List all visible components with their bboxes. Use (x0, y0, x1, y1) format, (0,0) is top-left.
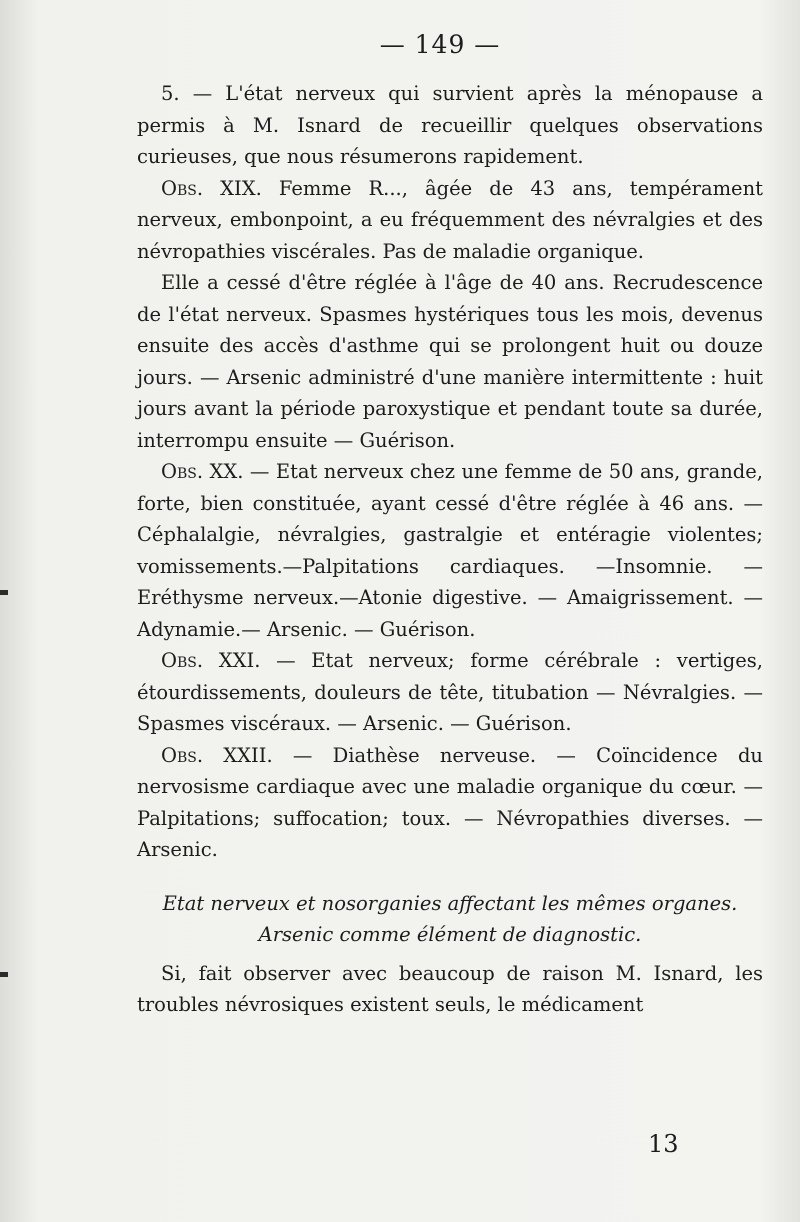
section-heading (137, 888, 763, 950)
paragraph-closing (137, 958, 763, 1021)
paragraph-text: 5. — L'état nerveux qui survient après la ménopause a permis à M. Isnard de recueillir quelques observations curieuses, que nous résumerons rapidement. (137, 82, 763, 168)
section-heading-line-1: Etat nerveux et nosorganies affectant les mêmes organes. (162, 891, 738, 915)
paragraph-obs-xix-continued (137, 267, 763, 456)
observation-label: Obs. XIX. (161, 176, 262, 200)
observation-label: Obs. XX. (161, 460, 244, 483)
paragraph-obs-xix (137, 173, 763, 268)
page-number: — 149 — (379, 30, 501, 59)
paragraph-menopause-intro (137, 78, 763, 173)
margin-tick-mark (0, 590, 8, 595)
page-body (137, 78, 763, 1021)
paragraph-text: — Etat nerveux; forme cérébrale : vertiges, étourdissements, douleurs de tête, titubation — Névralgies. — Spasmes viscéraux. — Arsenic. — Guérison. (137, 649, 763, 735)
paragraph-obs-xxi (137, 645, 763, 740)
paragraph-text: Femme R..., âgée de 43 ans, tempérament nerveux, embonpoint, a eu fréquemment des névralgies et des névropathies viscérales. Pas de maladie organique. (137, 176, 763, 263)
paragraph-obs-xx (137, 456, 763, 645)
observation-label: Obs. XXII. (161, 743, 273, 767)
paragraph-obs-xxii (137, 740, 763, 866)
margin-tick-mark (0, 972, 8, 977)
paragraph-text: — Diathèse nerveuse. — Coïncidence du nervosisme cardiaque avec une maladie organique du cœur. — Palpitations; suffocation; toux. — Névropathies diverses. — Arsenic. (137, 743, 763, 861)
paragraph-text: Si, fait observer avec beaucoup de raison M. Isnard, les troubles névrosiques existent seuls, le médicament (137, 961, 763, 1016)
paragraph-text: — Etat nerveux chez une femme de 50 ans, grande, forte, bien constituée, ayant cessé d'être réglée à 46 ans. — Céphalalgie, névralgies, gastralgie et entéragie violentes; vomissements.—Palpitations cardiaques. —Insomnie. —Eréthysme nerveux.—Atonie digestive. — Amaigrissement. — Adynamie.— Arsenic. — Guérison. (137, 460, 764, 641)
signature-mark: 13 (648, 1130, 679, 1158)
observation-label: Obs. XXI. (161, 649, 261, 672)
section-heading-line-2: Arsenic comme élément de diagnostic. (258, 922, 642, 946)
paragraph-text: Elle a cessé d'être réglée à l'âge de 40 ans. Recrudescence de l'état nerveux. Spasmes hystériques tous les mois, devenus ensuite des accès d'asthme qui se prolongent huit ou douze jours. — Arsenic administré d'une manière intermittente : huit jours avant la période paroxystique et pendant toute sa durée, interrompu ensuite — Guérison. (137, 271, 763, 452)
